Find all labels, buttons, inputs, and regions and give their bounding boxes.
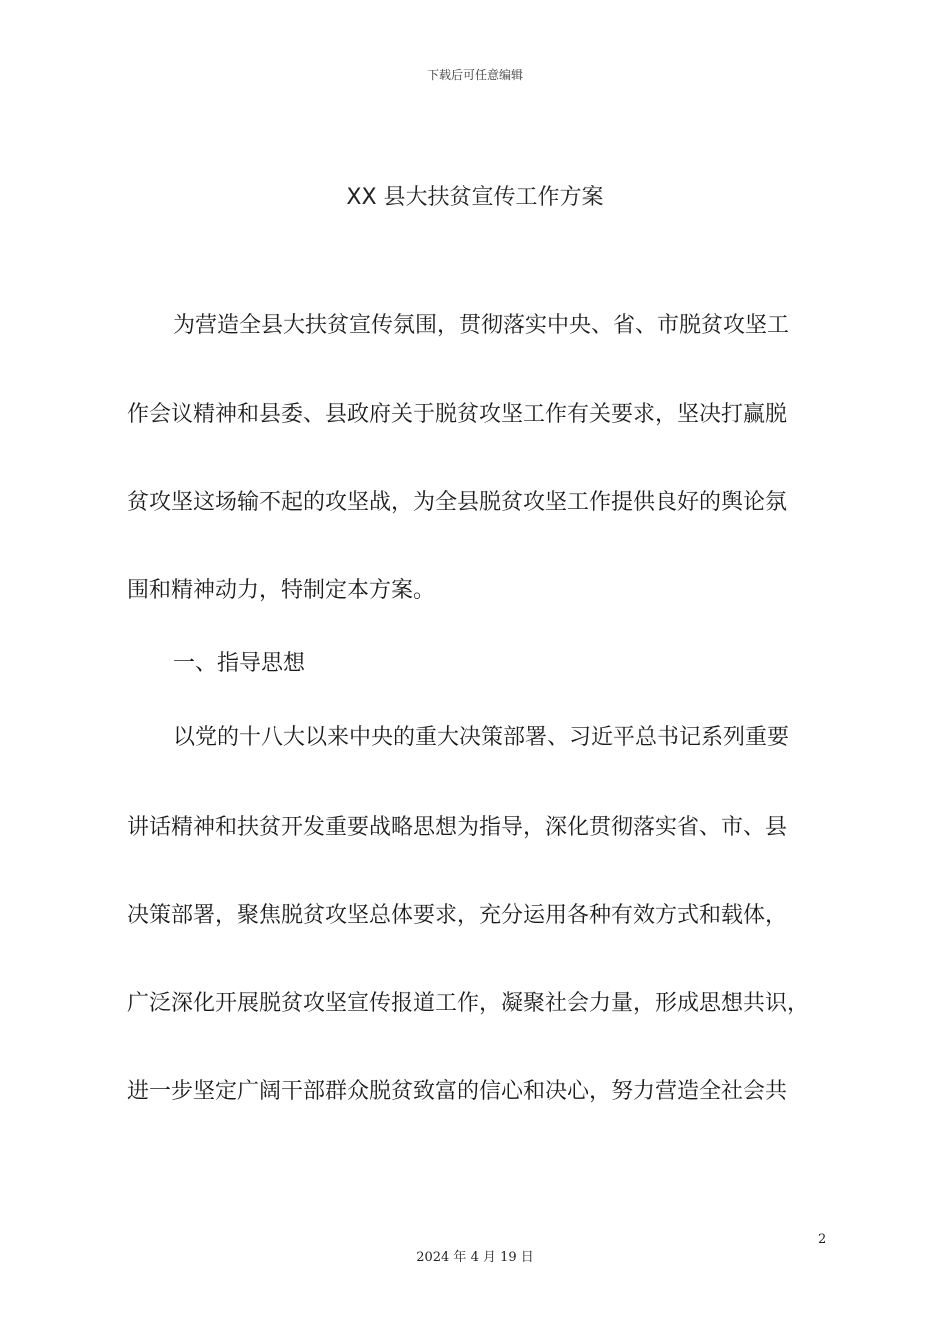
paragraph-line: 决策部署，聚焦脱贫攻坚总体要求，充分运用各种有效方式和载体， xyxy=(127,903,788,928)
document-title: XX 县大扶贫宣传工作方案 xyxy=(346,185,604,210)
paragraph-line: 以党的十八大以来中央的重大决策部署、习近平总书记系列重要 xyxy=(173,725,790,750)
paragraph-line: 进一步坚定广阔干部群众脱贫致富的信心和决心，努力营造全社会共 xyxy=(127,1079,788,1104)
section-heading: 一、指导思想 xyxy=(173,651,306,676)
paragraph-line: 讲话精神和扶贫开发重要战略思想为指导，深化贯彻落实省、市、县 xyxy=(127,815,788,840)
page-number: 2 xyxy=(818,1232,827,1247)
paragraph-line: 为营造全县大扶贫宣传氛围，贯彻落实中央、省、市脱贫攻坚工 xyxy=(173,313,790,338)
paragraph-line: 贫攻坚这场输不起的攻坚战，为全县脱贫攻坚工作提供良好的舆论氛 xyxy=(127,490,788,515)
paragraph-line: 广泛深化开展脱贫攻坚宣传报道工作，凝聚社会力量，形成思想共识， xyxy=(127,991,810,1016)
header-note: 下载后可任意编辑 xyxy=(426,68,523,82)
footer-date: 2024 年 4 月 19 日 xyxy=(416,1250,534,1265)
paragraph-line: 作会议精神和县委、县政府关于脱贫攻坚工作有关要求，坚决打赢脱 xyxy=(127,402,788,427)
paragraph-line: 围和精神动力，特制定本方案。 xyxy=(127,578,436,603)
